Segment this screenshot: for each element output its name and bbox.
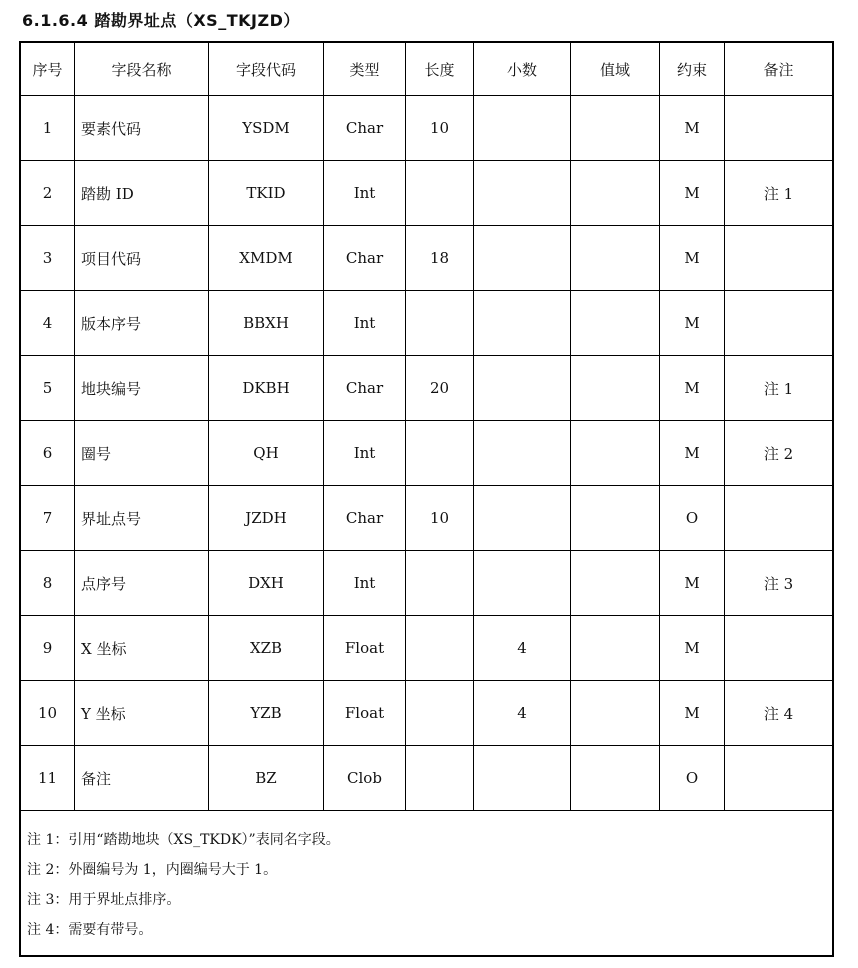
table-cell: X 坐标 bbox=[75, 616, 209, 680]
table-cell: 3 bbox=[21, 226, 75, 290]
table-row bbox=[21, 291, 832, 356]
table-cell bbox=[571, 616, 660, 680]
table-cell: 项目代码 bbox=[75, 226, 209, 290]
table-body bbox=[21, 96, 832, 811]
table-cell bbox=[571, 161, 660, 225]
note-line: 注 1：引用“踏勘地块（XS_TKDK）”表同名字段。 bbox=[27, 832, 340, 848]
table-cell: Int bbox=[324, 161, 406, 225]
table-cell: M bbox=[660, 551, 725, 615]
table-cell: 11 bbox=[21, 746, 75, 810]
table-cell: 2 bbox=[21, 161, 75, 225]
table-cell: M bbox=[660, 96, 725, 160]
table-cell bbox=[571, 746, 660, 810]
section-title: 6.1.6.4 踏勘界址点（XS_TKJZD） bbox=[22, 11, 300, 30]
header-cell: 序号 bbox=[21, 43, 75, 95]
table-cell: M bbox=[660, 226, 725, 290]
table-cell: 18 bbox=[406, 226, 474, 290]
table-cell: Float bbox=[324, 681, 406, 745]
table-cell: Int bbox=[324, 291, 406, 355]
note-line: 注 3：用于界址点排序。 bbox=[27, 892, 181, 908]
table-cell: Int bbox=[324, 421, 406, 485]
header-cell: 长度 bbox=[406, 43, 474, 95]
table-cell: 注 4 bbox=[763, 704, 794, 723]
table-cell bbox=[571, 551, 660, 615]
table-cell: M bbox=[660, 161, 725, 225]
table-cell bbox=[474, 161, 571, 225]
table-cell: 8 bbox=[21, 551, 75, 615]
table-cell: 注 2 bbox=[763, 444, 794, 463]
table-cell bbox=[474, 421, 571, 485]
table-cell: M bbox=[660, 356, 725, 420]
note-line: 注 2：外圈编号为 1，内圈编号大于 1。 bbox=[27, 862, 278, 878]
table-cell: Char bbox=[324, 486, 406, 550]
header-cell: 类型 bbox=[324, 43, 406, 95]
table-row bbox=[21, 421, 832, 486]
header-cell: 值域 bbox=[571, 43, 660, 95]
table-cell bbox=[406, 616, 474, 680]
table-cell bbox=[474, 291, 571, 355]
table-cell bbox=[725, 291, 832, 355]
table-cell: Char bbox=[324, 356, 406, 420]
table-cell bbox=[474, 746, 571, 810]
table-row bbox=[21, 616, 832, 681]
table-cell bbox=[406, 161, 474, 225]
table-row bbox=[21, 486, 832, 551]
table-cell bbox=[725, 616, 832, 680]
table-row bbox=[21, 96, 832, 161]
table-cell: 7 bbox=[21, 486, 75, 550]
table-row bbox=[21, 551, 832, 616]
table-cell: 4 bbox=[474, 616, 571, 680]
table-cell bbox=[406, 551, 474, 615]
table-cell: 4 bbox=[474, 681, 571, 745]
table-cell: 圈号 bbox=[75, 421, 209, 485]
table-cell bbox=[406, 746, 474, 810]
table-cell bbox=[474, 551, 571, 615]
table-cell: 20 bbox=[406, 356, 474, 420]
table-cell: 地块编号 bbox=[75, 356, 209, 420]
table-cell: DXH bbox=[209, 551, 324, 615]
table-cell bbox=[474, 356, 571, 420]
table-row bbox=[21, 681, 832, 746]
table-cell bbox=[474, 486, 571, 550]
table-cell bbox=[571, 291, 660, 355]
table-cell: 6 bbox=[21, 421, 75, 485]
table-cell bbox=[406, 421, 474, 485]
table-cell bbox=[474, 96, 571, 160]
header-cell: 备注 bbox=[763, 60, 794, 79]
table-cell: BZ bbox=[209, 746, 324, 810]
table-cell: JZDH bbox=[209, 486, 324, 550]
header-cell: 字段名称 bbox=[75, 43, 209, 95]
table-cell: 版本序号 bbox=[75, 291, 209, 355]
table-cell: 踏勘 ID bbox=[75, 161, 209, 225]
table-cell: 10 bbox=[406, 486, 474, 550]
table-cell: 10 bbox=[21, 681, 75, 745]
table-cell bbox=[406, 291, 474, 355]
table-cell: Char bbox=[324, 226, 406, 290]
table-cell: M bbox=[660, 291, 725, 355]
table-cell: M bbox=[660, 421, 725, 485]
table-cell: BBXH bbox=[209, 291, 324, 355]
table-cell bbox=[406, 681, 474, 745]
table-cell bbox=[474, 226, 571, 290]
table-cell bbox=[725, 486, 832, 550]
table-cell: Int bbox=[324, 551, 406, 615]
table-cell bbox=[725, 226, 832, 290]
table-cell bbox=[725, 96, 832, 160]
header-cell: 小数 bbox=[474, 43, 571, 95]
table-cell: Float bbox=[324, 616, 406, 680]
header-cell: 约束 bbox=[660, 43, 725, 95]
table-cell: Clob bbox=[324, 746, 406, 810]
table-cell: XMDM bbox=[209, 226, 324, 290]
table-cell: M bbox=[660, 681, 725, 745]
table-cell: 要素代码 bbox=[75, 96, 209, 160]
table-cell: YZB bbox=[209, 681, 324, 745]
note-line: 注 4：需要有带号。 bbox=[27, 922, 153, 938]
table-cell: 4 bbox=[21, 291, 75, 355]
table-cell: 9 bbox=[21, 616, 75, 680]
table-header-row bbox=[21, 43, 832, 96]
header-cell: 字段代码 bbox=[209, 43, 324, 95]
table-row bbox=[21, 161, 832, 226]
table-cell: 界址点号 bbox=[75, 486, 209, 550]
table-cell: Char bbox=[324, 96, 406, 160]
table-cell bbox=[725, 746, 832, 810]
table-cell: TKID bbox=[209, 161, 324, 225]
table-cell: 注 1 bbox=[763, 184, 794, 203]
table-notes bbox=[21, 811, 832, 955]
table-cell: 备注 bbox=[75, 746, 209, 810]
table-cell: 点序号 bbox=[75, 551, 209, 615]
table-cell: 注 1 bbox=[763, 379, 794, 398]
table-row bbox=[21, 356, 832, 421]
table-cell: O bbox=[660, 486, 725, 550]
table-cell bbox=[571, 356, 660, 420]
table-cell bbox=[571, 226, 660, 290]
table-cell: M bbox=[660, 616, 725, 680]
table-cell bbox=[571, 681, 660, 745]
table-row bbox=[21, 746, 832, 811]
table-cell bbox=[571, 96, 660, 160]
table-cell bbox=[571, 486, 660, 550]
table-cell: Y 坐标 bbox=[75, 681, 209, 745]
table-cell bbox=[571, 421, 660, 485]
table-cell: 1 bbox=[21, 96, 75, 160]
table-cell: 10 bbox=[406, 96, 474, 160]
table-row bbox=[21, 226, 832, 291]
table-cell: 注 3 bbox=[763, 574, 794, 593]
table-cell: YSDM bbox=[209, 96, 324, 160]
table-cell: XZB bbox=[209, 616, 324, 680]
field-table bbox=[19, 41, 834, 957]
table-cell: 5 bbox=[21, 356, 75, 420]
table-cell: O bbox=[660, 746, 725, 810]
table-cell: QH bbox=[209, 421, 324, 485]
table-cell: DKBH bbox=[209, 356, 324, 420]
